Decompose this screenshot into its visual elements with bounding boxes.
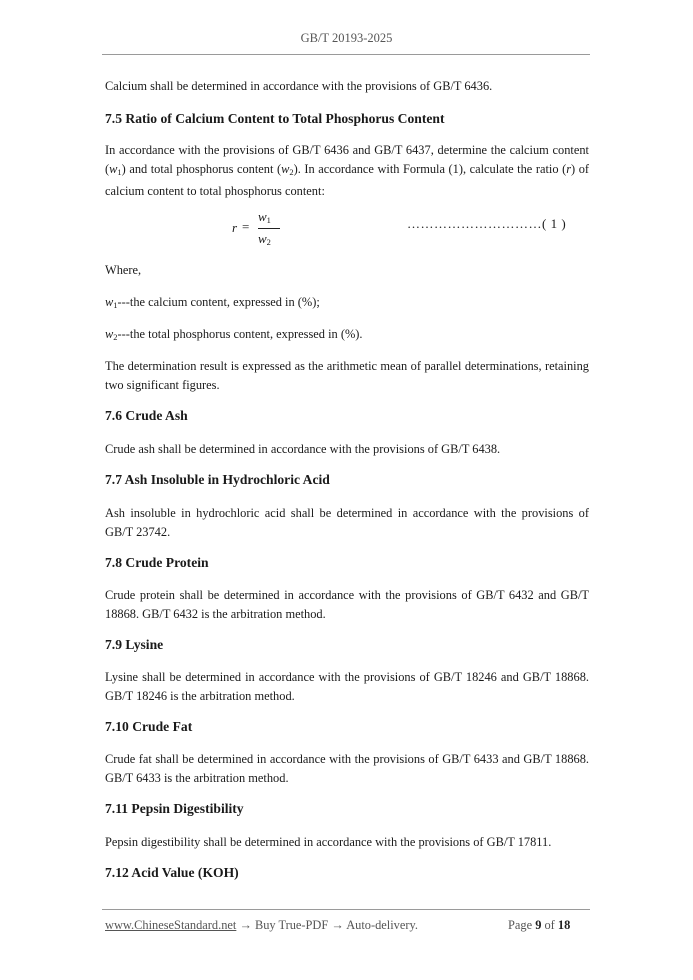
section-7-8-text: Crude protein shall be determined in accordance with the provisions of GB/T 6432 and GB/T 18868. GB/T 6432 is the arbitration method. xyxy=(105,588,589,621)
result-paragraph: The determination result is expressed as the arithmetic mean of parallel determinations, retaining two significant figures. xyxy=(105,359,589,392)
section-7-6-heading: 7.6 Crude Ash xyxy=(105,408,188,423)
section-7-11-heading: 7.11 Pepsin Digestibility xyxy=(105,801,244,816)
footer-buy-link[interactable]: Buy True-PDF xyxy=(254,918,329,932)
section-7-10-heading: 7.10 Crude Fat xyxy=(105,719,193,734)
where-label: Where, xyxy=(105,263,142,277)
section-7-9-text: Lysine shall be determined in accordance with the provisions of GB/T 18246 and GB/T 18868. GB/T 18246 is the arbitration method. xyxy=(105,670,589,703)
formula-1: r = $w_1$ $w_2$ xyxy=(232,208,292,248)
section-7-7-heading: 7.7 Ash Insoluble in Hydrochloric Acid xyxy=(105,472,330,487)
section-7-5-intro: In accordance with the provisions of GB/T 6436 and GB/T 6437, determine the calcium content $(w_1)$ and total phosphorus content $(w_2)$. In accordance with Formula (1), calculate the ratio (r) of calcium content to total phosphorus content: xyxy=(105,143,590,198)
section-7-7-text: Ash insoluble in hydrochloric acid shall be determined in accordance with the provisions of GB/T 23742. xyxy=(105,506,589,539)
equation-number: …………………………( 1 ) xyxy=(407,216,567,231)
footer-divider xyxy=(102,909,590,910)
header-title: GB/T 20193-2025 xyxy=(300,31,393,45)
footer-site-link[interactable]: www.ChineseStandard.net xyxy=(105,918,237,932)
calcium-paragraph: Calcium shall be determined in accordance with the provisions of GB/T 6436. xyxy=(105,79,493,93)
page-number: Page 9 of 18 xyxy=(508,918,571,932)
section-7-9-heading: 7.9 Lysine xyxy=(105,637,164,652)
fraction-bar xyxy=(258,228,280,229)
section-7-12-heading: 7.12 Acid Value (KOH) xyxy=(105,865,239,880)
header-divider xyxy=(102,54,590,55)
footer-promo: www.ChineseStandard.net → Buy True-PDF → Auto-delivery. xyxy=(105,918,418,932)
definition-w1: $w_1--$-the calcium content, expressed in (%); xyxy=(105,295,320,310)
definition-w2: $w_2--$-the total phosphorus content, expressed in (%). xyxy=(105,327,363,342)
section-7-11-text: Pepsin digestibility shall be determined in accordance with the provisions of GB/T 17811. xyxy=(105,835,552,849)
section-7-6-text: Crude ash shall be determined in accordance with the provisions of GB/T 6438. xyxy=(105,442,501,456)
section-7-10-text: Crude fat shall be determined in accordance with the provisions of GB/T 6433 and GB/T 18868. GB/T 6433 is the arbitration method. xyxy=(105,752,589,785)
section-7-8-heading: 7.8 Crude Protein xyxy=(105,555,209,570)
section-7-5-heading: 7.5 Ratio of Calcium Content to Total Phosphorus Content xyxy=(105,111,445,126)
